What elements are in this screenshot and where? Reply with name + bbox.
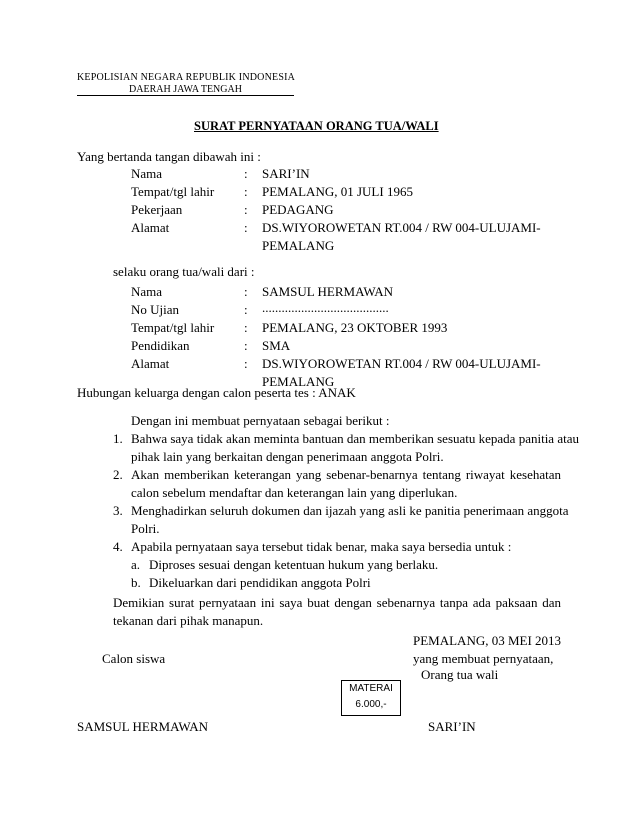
colon: : — [244, 202, 248, 217]
colon: : — [244, 220, 248, 235]
child-exam-value: ....................................... — [262, 300, 389, 315]
family-relation: Hubungan keluarga dengan calon peserta tes : ANAK — [77, 385, 356, 400]
colon: : — [244, 338, 248, 353]
colon: : — [244, 356, 248, 371]
item-number: 3. — [113, 503, 123, 518]
stamp-amount: 6.000,- — [355, 699, 387, 710]
relation-intro: selaku orang tua/wali dari : — [113, 264, 255, 279]
closing-text-cont: tekanan dari pihak manapun. — [113, 613, 264, 628]
child-exam-label: No Ujian — [131, 302, 180, 317]
intro-text: Yang bertanda tangan dibawah ini : — [77, 149, 261, 164]
item-number: 4. — [113, 539, 123, 554]
subitem-text: Diproses sesuai dengan ketentuan hukum yang berlaku. — [149, 557, 439, 572]
item-text-cont: calon sebelum mendaftar dan keterangan lain yang diperlukan. — [131, 485, 458, 500]
parent-job-value: PEDAGANG — [262, 202, 334, 217]
statement-intro: Dengan ini membuat pernyataan sebagai berikut : — [131, 413, 390, 428]
guardian-name: SARI’IN — [428, 719, 476, 734]
child-name-value: SAMSUL HERMAWAN — [262, 284, 394, 299]
place-date: PEMALANG, 03 MEI 2013 — [413, 633, 562, 648]
subitem-text: Dikeluarkan dari pendidikan anggota Polri — [149, 575, 371, 590]
subitem-letter: a. — [131, 557, 141, 572]
colon: : — [244, 166, 248, 181]
parent-birth-label: Tempat/tgl lahir — [131, 184, 215, 199]
item-text: Apabila pernyataan saya tersebut tidak benar, maka saya bersedia untuk : — [131, 539, 512, 554]
item-text-cont: pihak lain yang berkaitan dengan penerimaan anggota Polri. — [131, 449, 444, 464]
child-address-value: DS.WIYOROWETAN RT.004 / RW 004-ULUJAMI- — [262, 356, 541, 371]
child-birth-value: PEMALANG, 23 OKTOBER 1993 — [262, 320, 448, 335]
guardian-label: Orang tua wali — [421, 667, 499, 682]
item-text-cont: Polri. — [131, 521, 160, 536]
item-text: Akan memberikan keterangan yang sebenar-benarnya tentang riwayat kesehatan — [131, 467, 561, 482]
item-number: 1. — [113, 431, 123, 446]
parent-address-value: DS.WIYOROWETAN RT.004 / RW 004-ULUJAMI- — [262, 220, 541, 235]
child-education-label: Pendidikan — [131, 338, 190, 353]
revenue-stamp-box — [341, 680, 401, 716]
item-number: 2. — [113, 467, 123, 482]
stamp-label: MATERAI — [349, 683, 393, 694]
closing-text: Demikian surat pernyataan ini saya buat dengan sebenarnya tanpa ada paksaan dan — [113, 595, 561, 610]
colon: : — [244, 284, 248, 299]
org-name: KEPOLISIAN NEGARA REPUBLIK INDONESIA — [77, 72, 296, 83]
parent-address-value-cont: PEMALANG — [262, 238, 335, 253]
colon: : — [244, 320, 248, 335]
parent-job-label: Pekerjaan — [131, 202, 183, 217]
child-education-value: SMA — [262, 338, 291, 353]
colon: : — [244, 302, 248, 317]
child-birth-label: Tempat/tgl lahir — [131, 320, 215, 335]
child-name-label: Nama — [131, 284, 163, 299]
subitem-letter: b. — [131, 575, 141, 590]
document-title: SURAT PERNYATAAN ORANG TUA/WALI — [194, 119, 439, 133]
item-text: Bahwa saya tidak akan meminta bantuan dan memberikan sesuatu kepada panitia atau — [131, 431, 579, 446]
parent-birth-value: PEMALANG, 01 JULI 1965 — [262, 184, 413, 199]
declarant-label: yang membuat pernyataan, — [413, 651, 554, 666]
child-address-label: Alamat — [131, 356, 170, 371]
candidate-name: SAMSUL HERMAWAN — [77, 719, 209, 734]
parent-address-label: Alamat — [131, 220, 170, 235]
candidate-label: Calon siswa — [102, 651, 166, 666]
child-address-value-cont: PEMALANG — [262, 374, 335, 389]
item-text: Menghadirkan seluruh dokumen dan ijazah yang asli ke panitia penerimaan anggota — [131, 503, 569, 518]
colon: : — [244, 184, 248, 199]
parent-name-label: Nama — [131, 166, 163, 181]
org-region: DAERAH JAWA TENGAH — [77, 84, 294, 96]
parent-name-value: SARI’IN — [262, 166, 310, 181]
